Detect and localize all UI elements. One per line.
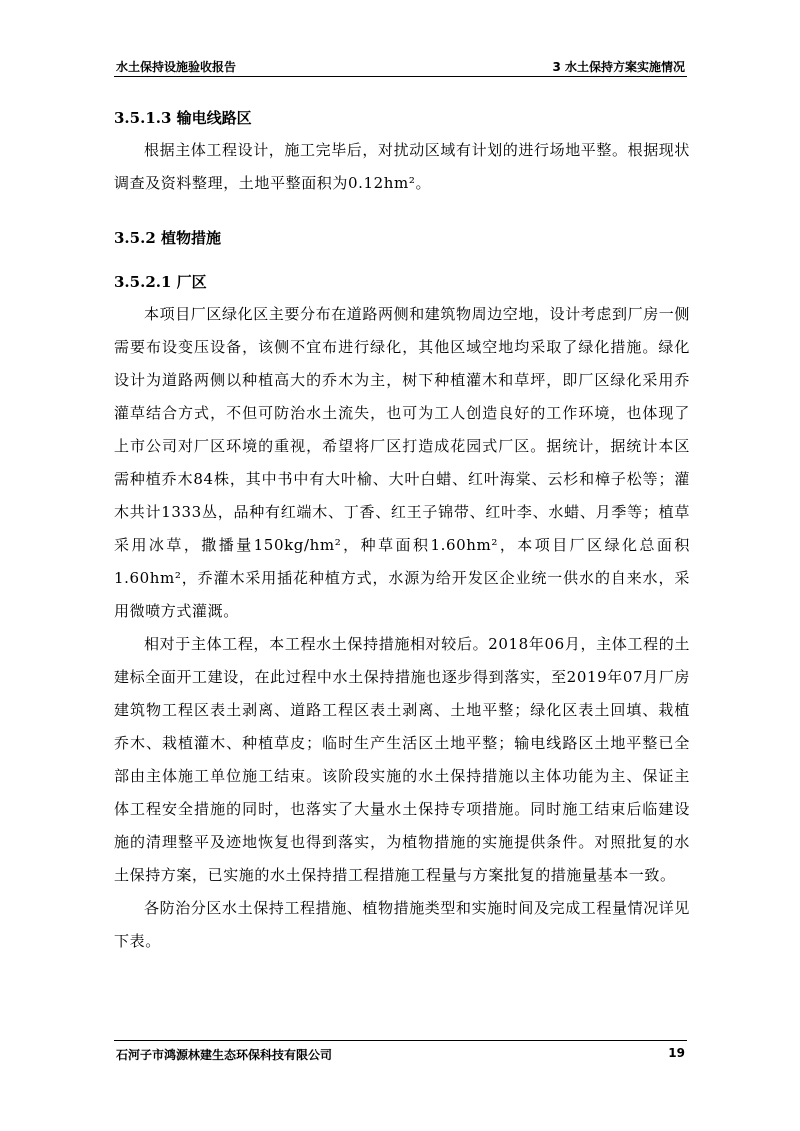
footer-rule bbox=[114, 1040, 687, 1041]
paragraph-plant-area-greening: 本项目厂区绿化区主要分布在道路两侧和建筑物周边空地，设计考虑到厂房一侧需要布设变压设备，该侧不宜布进行绿化，其他区域空地均采取了绿化措施。绿化设计为道路两侧以种植高大的乔木为主，树下种植灌木和草坪，即厂区绿化采用乔灌草结合方式，不但可防治水土流失，也可为工人创造良好的工作环境，也体现了上市公司对厂区环境的重视，希望将厂区打造成花园式厂区。据统计，据统计本区需种植乔木84株，其中书中有大叶榆、大叶白蜡、红叶海棠、云杉和樟子松等；灌木共计1333丛，品种有红端木、丁香、红王子锦带、红叶李、水蜡、月季等；植草采用冰草，撒播量150kg/hm²，种草面积1.60hm²，本项目厂区绿化总面积1.60hm²，乔灌木采用插花种植方式，水源为给开发区企业统一供水的自来水，采用微喷方式灌溉。 bbox=[114, 305, 691, 620]
paragraph-implementation-progress: 相对于主体工程，本工程水土保持措施相对较后。2018年06月，主体工程的土建标全面开工建设，在此过程中水土保持措施也逐步得到落实，至2019年07月厂房建筑物工程区表土剥离、道路工程区表土剥离、土地平整；绿化区表土回填、栽植乔木、栽植灌木、种植草皮；临时生产生活区土地平整；输电线路区土地平整已全部由主体施工单位施工结束。该阶段实施的水土保持措施以主体功能为主、保证主体工程安全措施的同时，也落实了大量水土保持专项措施。同时施工结束后临建设施的清理整平及迹地恢复也得到落实，为植物措施的实施提供条件。对照批复的水土保持方案，已实施的水土保持措工程措施工程量与方案批复的措施量基本一致。 bbox=[114, 635, 690, 884]
page-footer bbox=[114, 1044, 687, 1064]
page-body bbox=[114, 90, 690, 958]
section-heading-3-5-2: 3.5.2 植物措施 bbox=[114, 229, 221, 247]
section-heading-3-5-2-1: 3.5.2.1 厂区 bbox=[114, 273, 207, 291]
paragraph-table-reference: 各防治分区水土保持工程措施、植物措施类型和实施时间及完成工程量情况详见下表。 bbox=[114, 899, 691, 950]
page-header bbox=[114, 56, 687, 76]
paragraph-transmission-line: 根据主体工程设计，施工完毕后，对扰动区域有计划的进行场地平整。根据现状调查及资料整理，土地平整面积为0.12hm²。 bbox=[114, 141, 691, 192]
page-number: 19 bbox=[668, 1046, 685, 1060]
header-report-title: 水土保持设施验收报告 bbox=[116, 60, 237, 74]
section-heading-3-5-1-3: 3.5.1.3 输电线路区 bbox=[114, 109, 252, 127]
header-rule bbox=[114, 76, 687, 77]
footer-company-name: 石河子市鸿源林建生态环保科技有限公司 bbox=[116, 1048, 333, 1062]
header-chapter-title: 3 水土保持方案实施情况 bbox=[552, 60, 685, 74]
